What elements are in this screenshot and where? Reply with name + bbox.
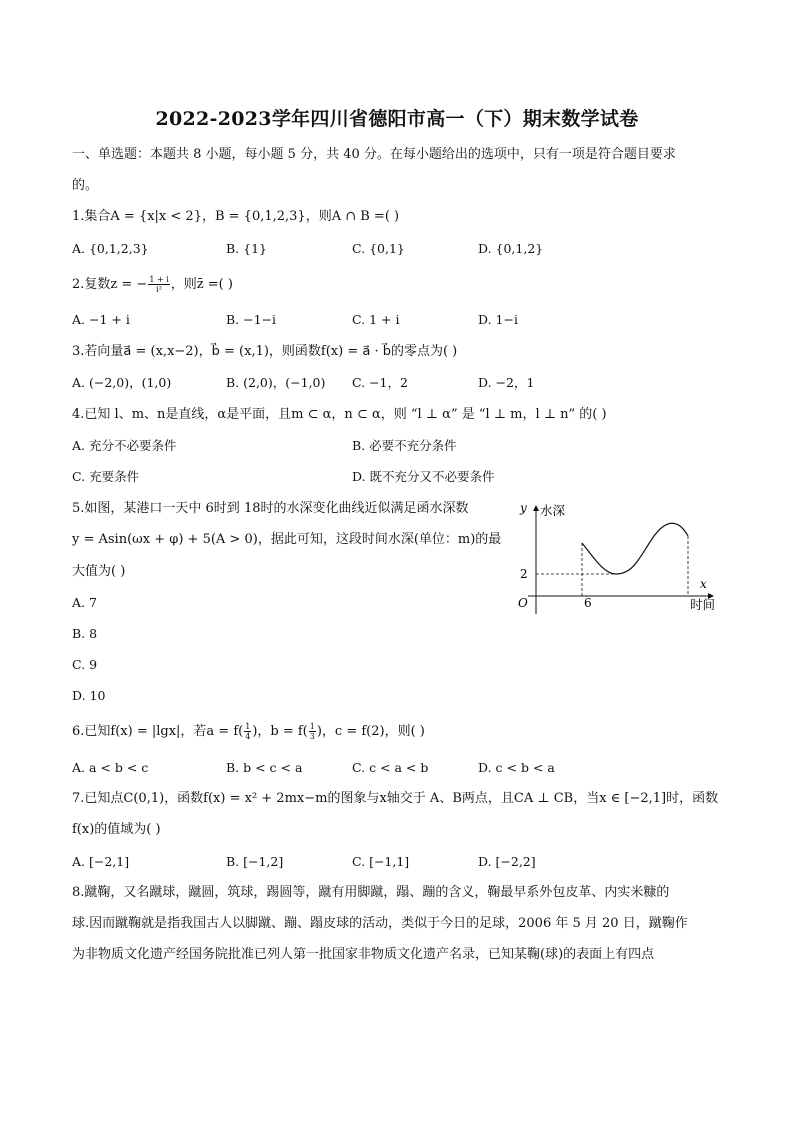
y-axis-label: y — [520, 501, 527, 515]
x-axis-label: x — [700, 577, 707, 591]
q1-stem: 1.集合A = {x|x < 2}，B = {0,1,2,3}，则A ∩ B =( ) — [72, 209, 400, 224]
q3-option-b: B. (2,0)，(−1,0) — [226, 375, 326, 390]
q6-frac-b-den: 3 — [309, 732, 315, 741]
q2-option-d: D. 1−i — [478, 312, 518, 327]
q5-stem-line2: y = Asin(ωx + φ) + 5(A > 0)，据此可知，这段时间水深(单位：m)的最 — [72, 532, 502, 547]
q2-fraction — [148, 275, 169, 294]
origin-label: O — [518, 596, 528, 610]
x-axis-name: 时间 — [690, 597, 716, 612]
q3-option-c: C. −1，2 — [352, 375, 408, 390]
q6-frac-a — [244, 722, 251, 741]
section-heading-cont: 的。 — [72, 178, 99, 193]
q6-frac-a-num: 1 — [245, 722, 251, 731]
q2-stem — [72, 275, 233, 294]
q6-option-d: D. c < b < a — [478, 760, 555, 775]
q5-stem-line3: 大值为( ) — [72, 564, 126, 579]
page-title: 2022-2023学年四川省德阳市高一（下）期末数学试卷 — [155, 108, 639, 130]
q7-stem-line2: f(x)的值域为( ) — [72, 822, 161, 837]
q8-stem-line2: 球.因而蹴鞠就是指我国古人以脚蹴、蹦、蹋皮球的活动，类似于今日的足球，2006 年 5 月 20 日，蹴鞠作 — [72, 916, 688, 931]
q7-option-d: D. [−2,2] — [478, 854, 536, 869]
q6-frac-b — [309, 722, 316, 741]
q2-option-b: B. −1−i — [226, 312, 277, 327]
q1-option-c: C. {0,1} — [352, 241, 405, 256]
q4-option-b: B. 必要不充分条件 — [352, 438, 457, 453]
q2-frac-num: 1 + i — [149, 275, 169, 284]
q6-frac-b-num: 1 — [309, 722, 315, 731]
q2-stem-pre: 2.复数z = − — [72, 277, 148, 292]
q6-option-a: A. a < b < c — [72, 760, 149, 775]
q4-stem: 4.已知 l、m、n是直线，α是平面，且m ⊂ α，n ⊂ α，则 “l ⊥ α” 是 “l ⊥ m，l ⊥ n” 的( ) — [72, 407, 607, 422]
q6-stem — [72, 722, 425, 741]
q3-option-a: A. (−2,0)，(1,0) — [72, 375, 172, 390]
q4-option-c: C. 充要条件 — [72, 469, 140, 484]
q6-option-b: B. b < c < a — [226, 760, 303, 775]
q5-option-a: A. 7 — [72, 595, 97, 610]
q2-frac-den: i² — [156, 285, 162, 294]
q8-stem-line3: 为非物质文化遗产经国务院批准已列人第一批国家非物质文化遗产名录，已知某鞠(球)的表面上有四点 — [72, 947, 655, 962]
q8-stem-line1: 8.蹴鞠，又名蹴球，蹴圆，筑球，踢圆等，蹴有用脚蹴，蹋、蹦的含义，鞠最早系外包皮革、内实米糠的 — [72, 885, 670, 900]
y-axis-name: 水深 — [540, 503, 566, 518]
q7-option-c: C. [−1,1] — [352, 854, 410, 869]
q4-option-d: D. 既不充分又不必要条件 — [352, 469, 495, 484]
q5-option-c: C. 9 — [72, 657, 98, 672]
q3-stem: 3.若向量a⃗ = (x,x−2)，b⃗ = (x,1)，则函数f(x) = a⃗ · b⃗的零点为( ) — [72, 344, 458, 359]
q6-option-c: C. c < a < b — [352, 760, 429, 775]
q3-option-d: D. −2，1 — [478, 375, 535, 390]
x-tick-label: 6 — [584, 596, 592, 610]
q2-option-c: C. 1 + i — [352, 312, 400, 327]
q4-option-a: A. 充分不必要条件 — [72, 438, 177, 453]
q6-stem-mid: )，b = f( — [252, 724, 308, 739]
q6-stem-pre: 6.已知f(x) = |lgx|，若a = f( — [72, 724, 244, 739]
water-depth-graph — [508, 496, 728, 620]
y-tick-label: 2 — [520, 567, 528, 581]
q5-option-b: B. 8 — [72, 626, 98, 641]
q7-option-b: B. [−1,2] — [226, 854, 284, 869]
q5-stem-line1: 5.如图，某港口一天中 6时到 18时的水深变化曲线近似满足函水深数 — [72, 501, 469, 516]
q6-stem-post: )，c = f(2)，则( ) — [316, 724, 425, 739]
q2-stem-post: ，则z̄ =( ) — [170, 277, 233, 292]
q1-option-d: D. {0,1,2} — [478, 241, 544, 256]
q2-option-a: A. −1 + i — [72, 312, 130, 327]
q1-option-a: A. {0,1,2,3} — [72, 241, 149, 256]
depth-curve — [582, 523, 688, 574]
q5-option-d: D. 10 — [72, 688, 106, 703]
q7-stem-line1: 7.已知点C(0,1)，函数f(x) = x² + 2mx−m的图象与x轴交于 A、B两点，且CA ⊥ CB，当x ∈ [−2,1]时，函数 — [72, 791, 719, 806]
section-heading: 一、单选题：本题共 8 小题，每小题 5 分，共 40 分。在每小题给出的选项中，只有一项是符合题目要求 — [72, 147, 676, 162]
q6-frac-a-den: 4 — [245, 732, 251, 741]
q1-option-b: B. {1} — [226, 241, 267, 256]
q7-option-a: A. [−2,1] — [72, 854, 130, 869]
